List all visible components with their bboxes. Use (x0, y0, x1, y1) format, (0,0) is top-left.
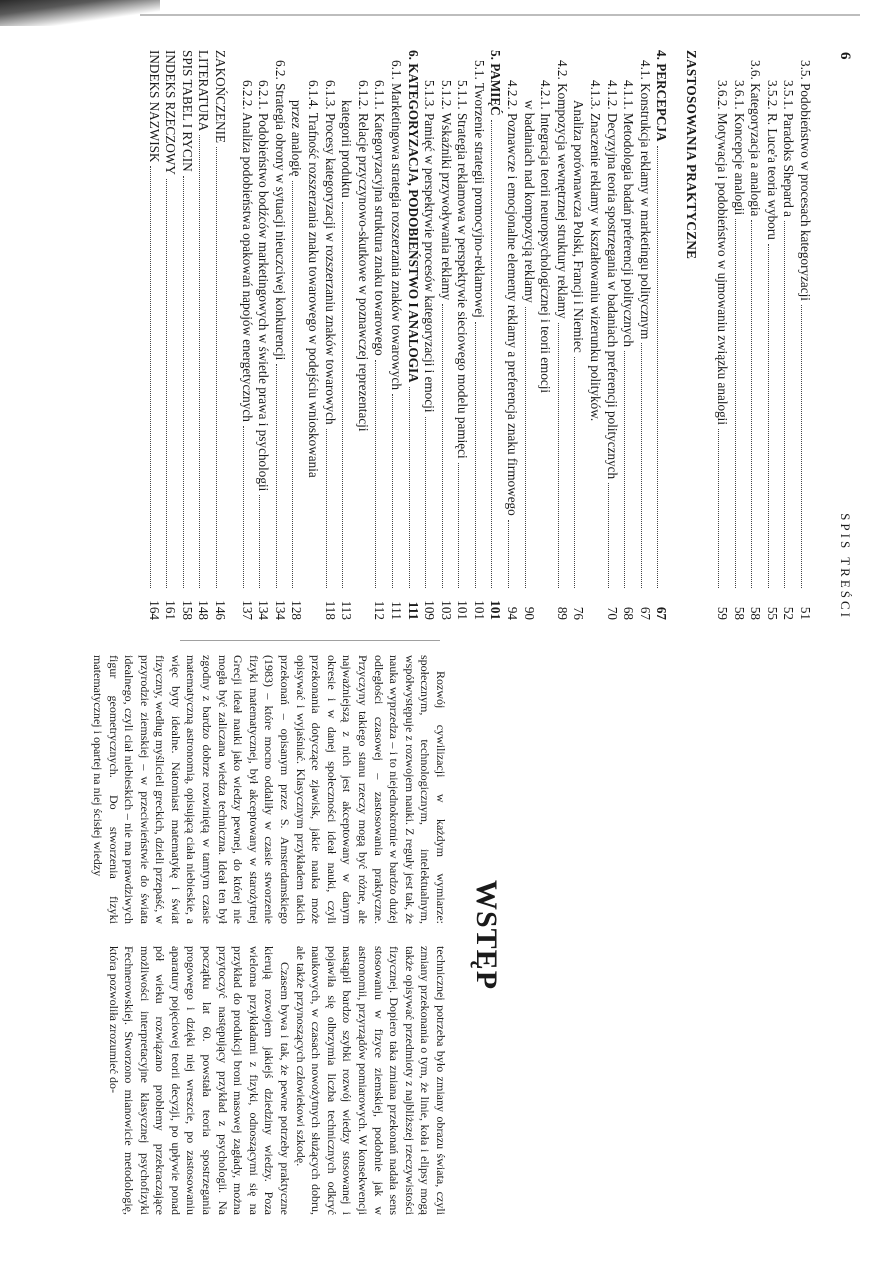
toc-entry (238, 50, 255, 620)
toc-dot-leader (718, 429, 728, 588)
toc-entry (195, 50, 212, 620)
toc-entry-label: kategorii produktu (339, 100, 355, 198)
toc-dot-leader (166, 179, 176, 588)
toc-dot-leader (409, 387, 419, 588)
toc-dot-leader (392, 394, 402, 588)
toc-entry-page: 148 (196, 600, 212, 620)
toc-entry-label: 6.2. Strategia obrony w sytuacji nieuczciwej konkurencji (272, 60, 288, 361)
toc-entry (404, 50, 421, 620)
toc-dot-leader (326, 429, 336, 588)
toc-entry-label: 6.1.1. Kategoryzacyjna struktura znaku towarowego (372, 80, 388, 356)
toc-entry-page: 55 (764, 606, 780, 620)
toc-entry (636, 50, 653, 620)
toc-entry-page: 137 (239, 600, 255, 620)
toc-entry-page: 101 (455, 600, 471, 620)
toc-entry (780, 50, 797, 620)
toc-entry (454, 50, 471, 620)
toc-dot-leader (801, 305, 811, 588)
toc-entry-page: 76 (571, 606, 587, 620)
toc-entry (603, 50, 620, 620)
toc-entry-page: 67 (654, 606, 670, 620)
toc-entry-label: 3.6.1. Koncepcje analogii (731, 80, 747, 216)
intro-paragraph-2: technicznej potrzeba było zmiany obrazu świata, czyli zmiany przekonania o tym, że linie, koła i elipsy mogą także opisywać przedmioty z najbliższej rzeczywistości fizycznej. Dopiero taka zmiana przekonań nadała sens stosowaniu w fizyce ziemskiej, podobnie jak w astronomii, przyrządów pomiarowych. W konsekwencji nastąpił bardzo szybki rozwój wiedzy stosowanej i pojawiła się olbrzymia liczba technicznych odkryć naukowych, w czasach nowożytnych służących dobru, ale także przynoszących człowiekowi szkodę. (293, 946, 448, 1215)
toc-entry-page: 94 (505, 606, 521, 620)
toc-dot-leader (183, 176, 193, 588)
toc-entry-page: 52 (781, 606, 797, 620)
toc-section-heading (679, 50, 703, 620)
toc-entry-label: INDEKS RZECZOWY (163, 50, 179, 175)
toc-entry-label: 4. PERCEPCJA (654, 50, 670, 142)
toc-entry-page: 111 (405, 601, 421, 620)
toc-entry-page: 128 (289, 600, 305, 620)
toc-entry (620, 50, 637, 620)
toc-entry-label: ZAKOŃCZENIE (213, 50, 228, 144)
toc-entry-label: 6. KATEGORYZACJA, PODOBIEŃSTWO I ANALOGIA (405, 50, 421, 383)
toc-entry-page: 90 (521, 606, 537, 620)
toc-entry-label: w badaniach nad kompozycją reklamy (521, 100, 537, 303)
toc-entry (178, 50, 195, 620)
toc-entry-page: 101 (471, 600, 487, 620)
toc-spacer (703, 50, 713, 620)
toc-entry (520, 50, 537, 620)
toc-dot-leader (216, 147, 226, 588)
toc-entry-label: INDEKS NAZWISK (146, 50, 162, 163)
toc-entry (354, 50, 371, 620)
toc-spacer (669, 50, 679, 620)
page-number: 6 (837, 52, 853, 60)
toc-entry-label: 4.1. Konstrukcja reklamy w marketingu politycznym (637, 60, 653, 340)
toc-entry (713, 50, 730, 620)
toc-dot-leader (784, 221, 794, 588)
intro-columns (28, 655, 448, 1215)
toc-entry (537, 50, 554, 620)
toc-entry-page: 164 (146, 600, 162, 620)
toc-dot-leader (458, 463, 468, 588)
toc-entry-page: 111 (388, 601, 404, 620)
toc-dot-leader (574, 357, 584, 588)
toc-entry (338, 50, 355, 620)
toc-entry-page: 59 (715, 606, 731, 620)
toc-entry-label: 3.5.2. R. Luce'a teoria wyboru (764, 80, 780, 240)
toc-dot-leader (475, 322, 485, 588)
toc-entry (437, 50, 454, 620)
toc-entry-label: 5.1.2. Wskaźniki przywoływania reklamy (438, 80, 454, 301)
toc-entry-label: 6.2.2. Analiza podobieństwa opakowań napojów energetycznych (239, 80, 255, 422)
toc-entry-label: 5.1.1. Strategia reklamowa w perspektywie sieciowego modelu pamięci (455, 80, 471, 459)
toc-entry (421, 50, 438, 620)
toc-dot-leader (657, 146, 667, 588)
toc-dot-leader (525, 307, 535, 588)
toc-entry-label: 3.6.2. Motywacja i podobieństwo w ujmowaniu związku analogii (715, 80, 731, 426)
toc-entry-page: 89 (554, 606, 570, 620)
toc-entry-label: 3.6. Kategoryzacja a analogia (748, 60, 764, 217)
toc-entry (470, 50, 487, 620)
toc-header (833, 50, 853, 620)
toc-dot-leader (768, 244, 778, 588)
toc-entry-label: 6.1. Marketingowa strategia rozszerzania znaków towarowych (388, 60, 404, 390)
toc-entry-label: 6.1.2. Relacje przyczynowo-skutkowe w poznawczej reprezentacji (355, 80, 371, 432)
table-of-contents (33, 50, 853, 620)
toc-dot-leader (508, 520, 518, 588)
toc-entry-page: 134 (256, 600, 272, 620)
toc-entry-label: 3.5. Podobieństwo w procesach kategoryzacji (798, 60, 813, 301)
intro-title: WSTĘP (470, 879, 503, 991)
toc-dot-leader (292, 181, 302, 588)
toc-entry (553, 50, 570, 620)
scan-fold-line (180, 640, 440, 641)
toc-entry-page: 109 (422, 600, 438, 620)
toc-entry-label: 6.2.1. Podobieństwo bodźców marketingowych w świetle prawa i psychologii (256, 80, 272, 492)
toc-spacer (228, 50, 238, 620)
toc-entry-label: LITERATURA (196, 50, 212, 132)
toc-dot-leader (243, 426, 253, 588)
toc-entry-page: 146 (213, 600, 228, 620)
toc-entry (387, 50, 404, 620)
toc-entry (288, 50, 305, 620)
toc-entry-page: 134 (272, 600, 288, 620)
toc-entry (487, 50, 504, 620)
intro-paragraph-1: Rozwój cywilizacji w każdym wymiarze: społecznym, technologicznym, intelektualnym, współwystępuje z rozwojem nauki. Z reguły jest tak, że nauka wyprzedza – i to niejednokrotnie w bardzo dużej odległości czasowej – zastosowania praktyczne. Przyczyny takiego stanu rzeczy mogą być różne, ale najważniejszą z nich jest akceptowany w danym okresie i w danej społeczności ideał nauki, czyli przekonania dotyczące zjawisk, jakie nauka może opisywać i wyjaśniać. Klasycznym przykładem takich przekonań – opisanym przez S. Amsterdamskiego (1983) – które mocno oddaliły w czasie stworzenie fizyki matematycznej, był akceptowany w starożytnej Grecji ideał nauki jako wiedzy pewnej, do której nie mogła być zaliczana wiedza techniczna. Ideał ten był zgodny z bardzo dobrze rozwiniętą w tamtym czasie matematyczną astronomią, opisującą ciała niebieskie, a więc byty idealne. Natomiast matematykę i świat fizyczny, według myślicieli greckich, dzieli przepaść, w przyrodzie ziemskiej – w przeciwieństwie do świata idealnego, czyli ciał niebieskich – nie ma prawdziwych figur geometrycznych. Do stworzenia fizyki matematycznej i opartej na niej ścisłej wiedzy (90, 655, 448, 924)
toc-entry-label: 5.1.3. Pamięć w perspektywie procesów kategoryzacji i emocji (422, 80, 438, 413)
toc-entry (586, 50, 603, 620)
toc-entry-page: 158 (179, 600, 195, 620)
toc-dot-leader (150, 166, 160, 588)
toc-dot-leader (259, 495, 269, 588)
toc-entry-label: 5.1. Tworzenie strategii promocyjno-reklamowej (471, 60, 487, 318)
toc-entry (763, 50, 780, 620)
toc-entry (730, 50, 747, 620)
toc-entry (145, 50, 162, 620)
toc-entry (747, 50, 764, 620)
toc-entry (371, 50, 388, 620)
toc-dot-leader (624, 351, 634, 588)
toc-dot-leader (641, 343, 651, 588)
toc-entry-label: 4.1.2. Decyzyjna teoria spostrzegania w badaniach preferencji politycznych (604, 80, 620, 480)
toc-entry-label: Analiza porównawcza Polski, Francji i Niemiec (571, 100, 587, 353)
intro-column-right (28, 946, 448, 1215)
toc-entry-page: 112 (372, 600, 388, 620)
introduction-page (33, 655, 833, 1215)
toc-entry-label: przez analogię (289, 100, 305, 177)
toc-entry (321, 50, 338, 620)
toc-entry (504, 50, 521, 620)
toc-entry (796, 50, 813, 620)
toc-entry-page: 161 (163, 600, 179, 620)
toc-dot-leader (608, 483, 618, 588)
toc-entry (271, 50, 288, 620)
toc-entry-page: 67 (637, 606, 653, 620)
toc-entry-label: 6.1.4. Trafność rozszerzania znaku towarowego w podejściu wnioskowania (305, 80, 321, 478)
toc-dot-leader (558, 323, 568, 588)
toc-entry-page: 103 (438, 600, 454, 620)
toc-entry-label: 3.5.1. Paradoks Shepard a (781, 80, 797, 217)
toc-dot-leader (375, 360, 385, 588)
toc-entry-label: SPIS TABEL I RYCIN (179, 50, 195, 172)
toc-entry-page: 58 (731, 606, 747, 620)
toc-entry (570, 50, 587, 620)
intro-column-left (28, 655, 448, 924)
toc-list (145, 50, 813, 620)
toc-entry-label: 4.2. Kompozycja wewnętrznej struktury reklamy (554, 60, 570, 319)
toc-dot-leader (425, 417, 435, 588)
intro-paragraph-3: Czasem bywa i tak, że pewne potrzeby praktyczne kierują rozwojem jakiejś dziedziny wiedzy. Poza wieloma przykładami z fizyki, odnoszącymi się na przykład do produkcji broni masowej zagłady, można przytoczyć następujący przykład z psychologii. Na początku lat 60. powstała teoria spostrzegania progowego i dzięki niej wreszcie, po zastosowaniu aparatury pojęciowej teorii decyzji, po upływie ponad pół wieku rozwiązano problemy przekraczające możliwości interpretacyjne klasycznej psychofizyki Fechnerowskiej. Stworzono mianowicie metodologię, która pozwoliła zrozumieć do- (106, 946, 293, 1215)
toc-entry (653, 50, 670, 620)
toc-entry-label: 4.1.3. Znaczenie reklamy w kształtowaniu wizerunku polityków. (588, 80, 604, 422)
toc-entry (255, 50, 272, 620)
running-title: SPIS TREŚCI (838, 513, 853, 620)
toc-dot-leader (735, 219, 745, 588)
toc-dot-leader (492, 120, 502, 588)
toc-entry-page: 68 (621, 606, 637, 620)
toc-entry (304, 50, 321, 620)
toc-dot-leader (751, 220, 761, 588)
toc-entry-page: 51 (798, 606, 813, 620)
toc-dot-leader (199, 135, 209, 588)
toc-entry-page: 101 (488, 600, 504, 620)
toc-entry-page: 58 (748, 606, 764, 620)
toc-entry-label: ZASTOSOWANIA PRAKTYCZNE (684, 50, 700, 260)
toc-dot-leader (442, 304, 452, 588)
toc-entry-label: 5. PAMIĘĆ (488, 50, 504, 116)
toc-dot-leader (342, 202, 352, 588)
toc-entry-label: 4.1.1. Metodologia badań preferencji politycznych (621, 80, 637, 347)
toc-dot-leader (276, 364, 286, 588)
toc-entry (162, 50, 179, 620)
toc-entry-page: 118 (322, 600, 338, 620)
toc-entry-page: 70 (604, 606, 620, 620)
toc-entry (211, 50, 228, 620)
toc-entry-label: 4.2.1. Integracja teorii neuropsychologicznej i teorii emocji (538, 80, 554, 394)
toc-entry-label: 6.1.3. Procesy kategoryzacji w rozszerzaniu znaków towarowych (322, 80, 338, 425)
toc-entry-label: 4.2.2. Poznawcze i emocjonalne elementy reklamy a preferencja znaku firmowego (505, 80, 521, 516)
toc-entry-page: 113 (339, 600, 355, 620)
